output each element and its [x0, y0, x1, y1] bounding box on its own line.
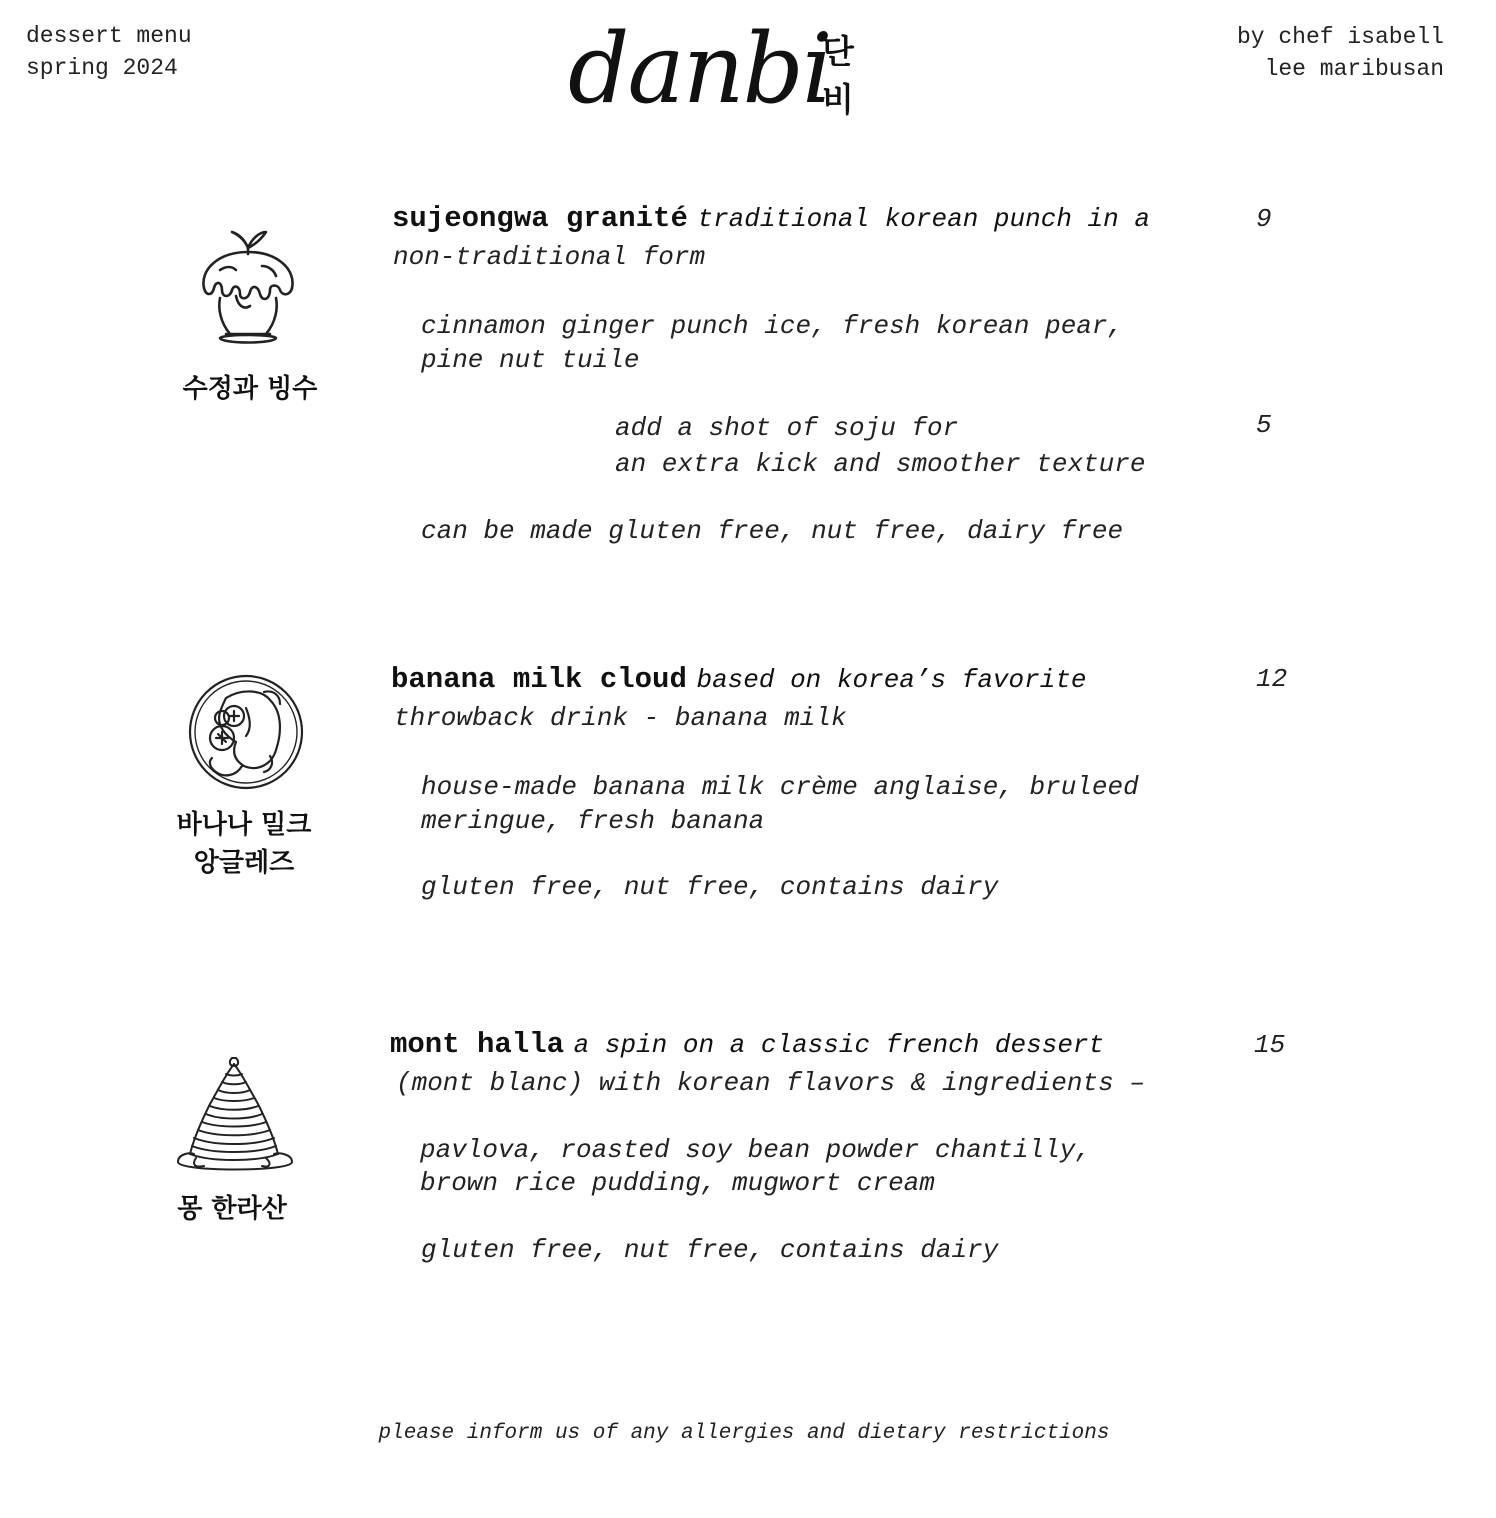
menu-item-ingredients-2: pine nut tuile	[421, 345, 640, 375]
korean-name-line-2: 앙글레즈	[193, 848, 295, 878]
addon-line-2: an extra kick and smoother texture	[615, 449, 1146, 479]
menu-item-title: mont halla	[390, 1028, 565, 1061]
menu-item-tagline-2: throwback drink - banana milk	[394, 703, 847, 733]
menu-item-title: banana milk cloud	[391, 663, 687, 696]
menu-season	[26, 20, 192, 84]
season-label: spring 2024	[26, 55, 178, 81]
logo	[560, 14, 880, 144]
mont-halla-illustration-icon	[174, 1054, 296, 1176]
menu-type: dessert menu	[26, 23, 192, 49]
menu-item-tagline: traditional korean punch in a	[697, 204, 1150, 234]
menu-item-tagline: based on korea’s favorite	[696, 665, 1087, 695]
korean-name: 몽 한라산	[177, 1194, 287, 1224]
menu-item-title: sujeongwa granité	[392, 202, 688, 235]
menu-item-dietary: gluten free, nut free, contains dairy	[421, 872, 999, 902]
menu-item-ingredients-1: cinnamon ginger punch ice, fresh korean pear,	[421, 311, 1124, 341]
menu-item-ingredients-1: pavlova, roasted soy bean powder chantilly,	[420, 1135, 1091, 1165]
menu-item-title-line	[390, 1028, 1104, 1061]
logo-wordmark: danbi	[568, 13, 831, 125]
menu-item-tagline: a spin on a classic french dessert	[573, 1030, 1105, 1060]
menu-item-ingredients-2: brown rice pudding, mugwort cream	[420, 1168, 935, 1198]
menu-item-title-line	[392, 202, 1150, 235]
chef-credit	[1237, 21, 1444, 85]
granite-illustration-icon	[192, 226, 304, 350]
menu-item-price: 9	[1256, 204, 1272, 234]
menu-item-dietary: gluten free, nut free, contains dairy	[421, 1235, 999, 1265]
menu-item-dietary: can be made gluten free, nut free, dairy free	[421, 516, 1124, 546]
menu-item-tagline-2: non-traditional form	[393, 242, 706, 272]
logo-korean-1: 단	[822, 32, 854, 71]
korean-name: 수정과 빙수	[182, 374, 318, 404]
menu-item-ingredients-2: meringue, fresh banana	[421, 806, 765, 836]
menu-item-price: 12	[1256, 664, 1288, 694]
menu-item-tagline-2: (mont blanc) with korean flavors & ingredients –	[396, 1068, 1145, 1098]
logo-korean	[818, 28, 858, 124]
allergy-notice: please inform us of any allergies and dietary restrictions	[378, 1422, 1110, 1445]
chef-credit-line-1: by chef isabell	[1236, 24, 1444, 50]
menu-item-price: 15	[1254, 1030, 1286, 1060]
korean-name-line-1: 바나나 밀크	[176, 810, 312, 840]
menu-item-title-line	[391, 663, 1087, 696]
addon-line-1: add a shot of soju for	[615, 413, 959, 443]
banana-milk-illustration-icon	[186, 672, 306, 792]
addon-price: 5	[1256, 410, 1272, 440]
chef-credit-line-2: lee maribusan	[1264, 56, 1444, 82]
menu-item-ingredients-1: house-made banana milk crème anglaise, bruleed	[421, 772, 1139, 802]
korean-name	[164, 806, 324, 882]
logo-korean-2: 비	[822, 80, 854, 119]
